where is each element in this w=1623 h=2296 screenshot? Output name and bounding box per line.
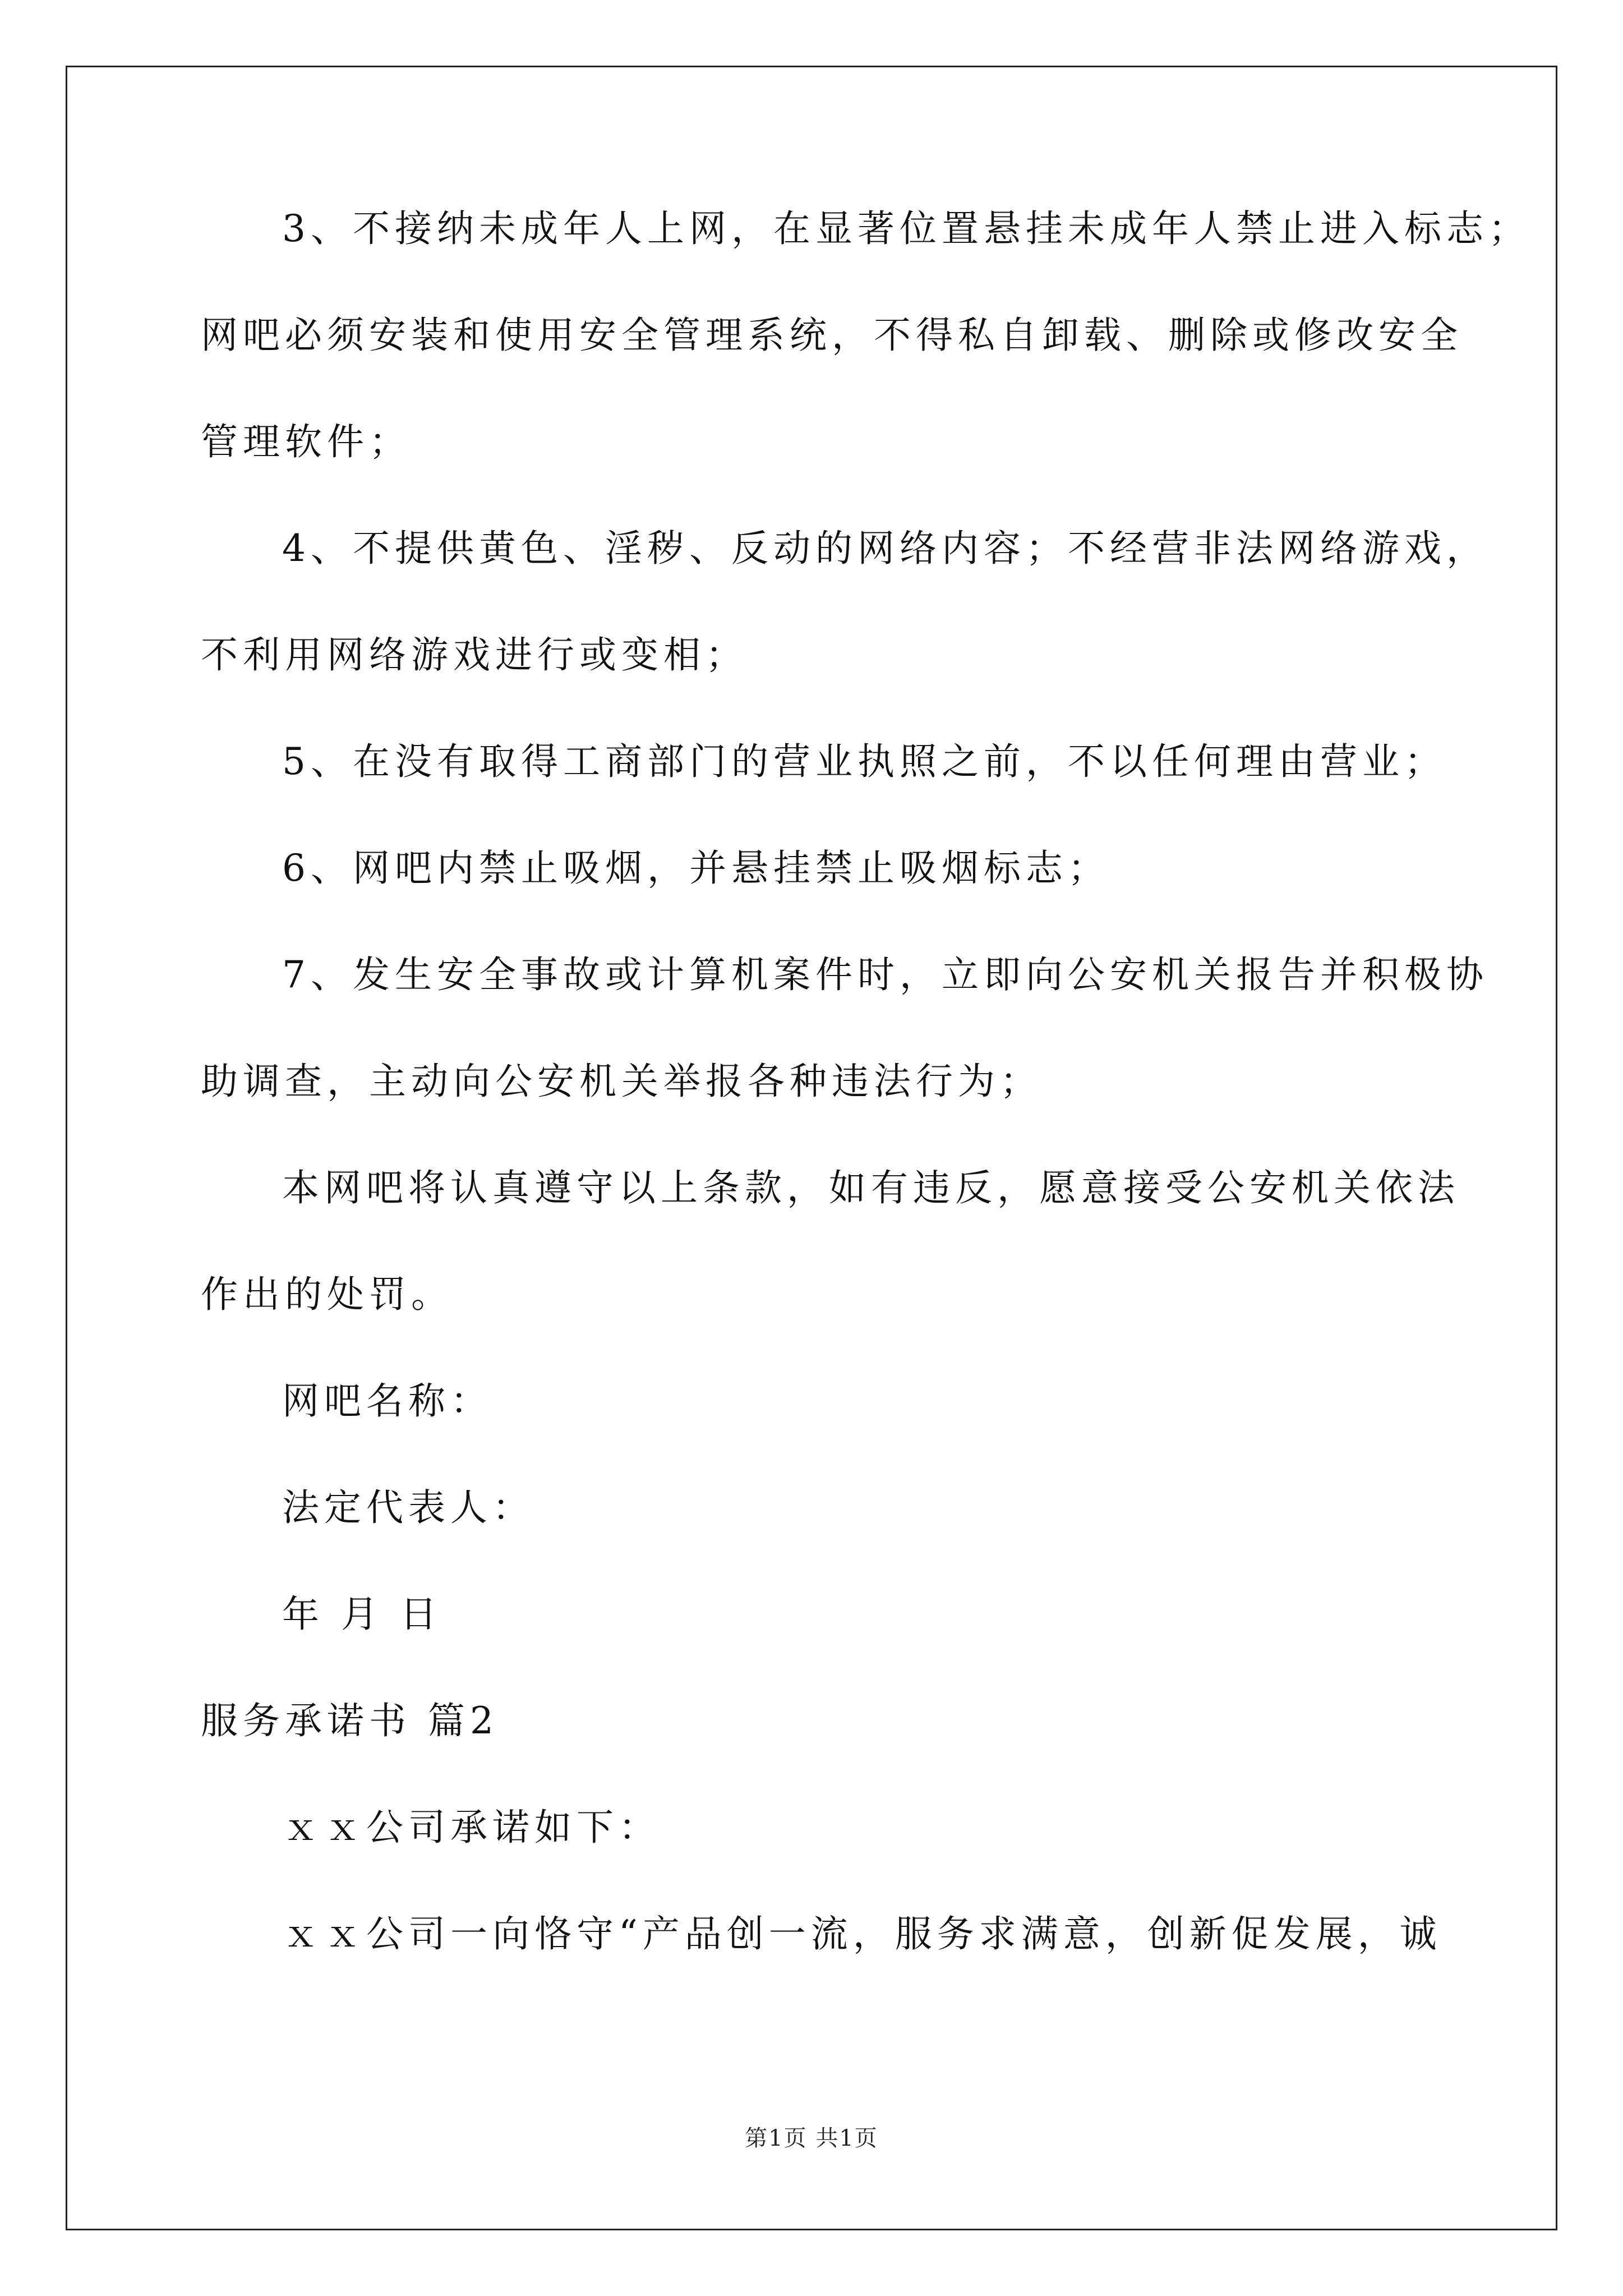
text-line: 管理软件； <box>201 420 411 463</box>
text-line: 7、发生安全事故或计算机案件时，立即向公安机关报告并积极协 <box>282 953 1488 996</box>
text-line: 不利用网络游戏进行或变相； <box>201 633 748 677</box>
text-line: 5、在没有取得工商部门的营业执照之前，不以任何理由营业； <box>282 740 1446 783</box>
date-label: 年 月 日 <box>282 1593 442 1636</box>
text-line: 6、网吧内禁止吸烟，并悬挂禁止吸烟标志； <box>282 846 1110 890</box>
text-line: 3、不接纳未成年人上网，在显著位置悬挂未成年人禁止进入标志； <box>282 207 1530 250</box>
text-line: 网吧必须安装和使用安全管理系统，不得私自卸载、删除或修改安全 <box>201 314 1463 357</box>
legal-representative-label: 法定代表人： <box>282 1486 534 1529</box>
text-line: 助调查，主动向公安机关举报各种违法行为； <box>201 1060 1042 1103</box>
text-line: 4、不提供黄色、淫秽、反动的网络内容；不经营非法网络游戏， <box>282 527 1488 570</box>
text-line: ｘｘ公司承诺如下： <box>282 1806 661 1849</box>
page-footer: 第1页 共1页 <box>745 2125 878 2151</box>
text-line: 作出的处罚。 <box>201 1273 453 1316</box>
signature-name-label: 网吧名称： <box>282 1379 492 1423</box>
section-heading: 服务承诺书 篇2 <box>201 1699 499 1742</box>
page-border <box>66 66 1557 2230</box>
text-line: ｘｘ公司一向恪守“产品创一流，服务求满意，创新促发展，诚 <box>282 1912 1442 1955</box>
text-line: 本网吧将认真遵守以上条款，如有违反，愿意接受公安机关依法 <box>282 1166 1460 1209</box>
